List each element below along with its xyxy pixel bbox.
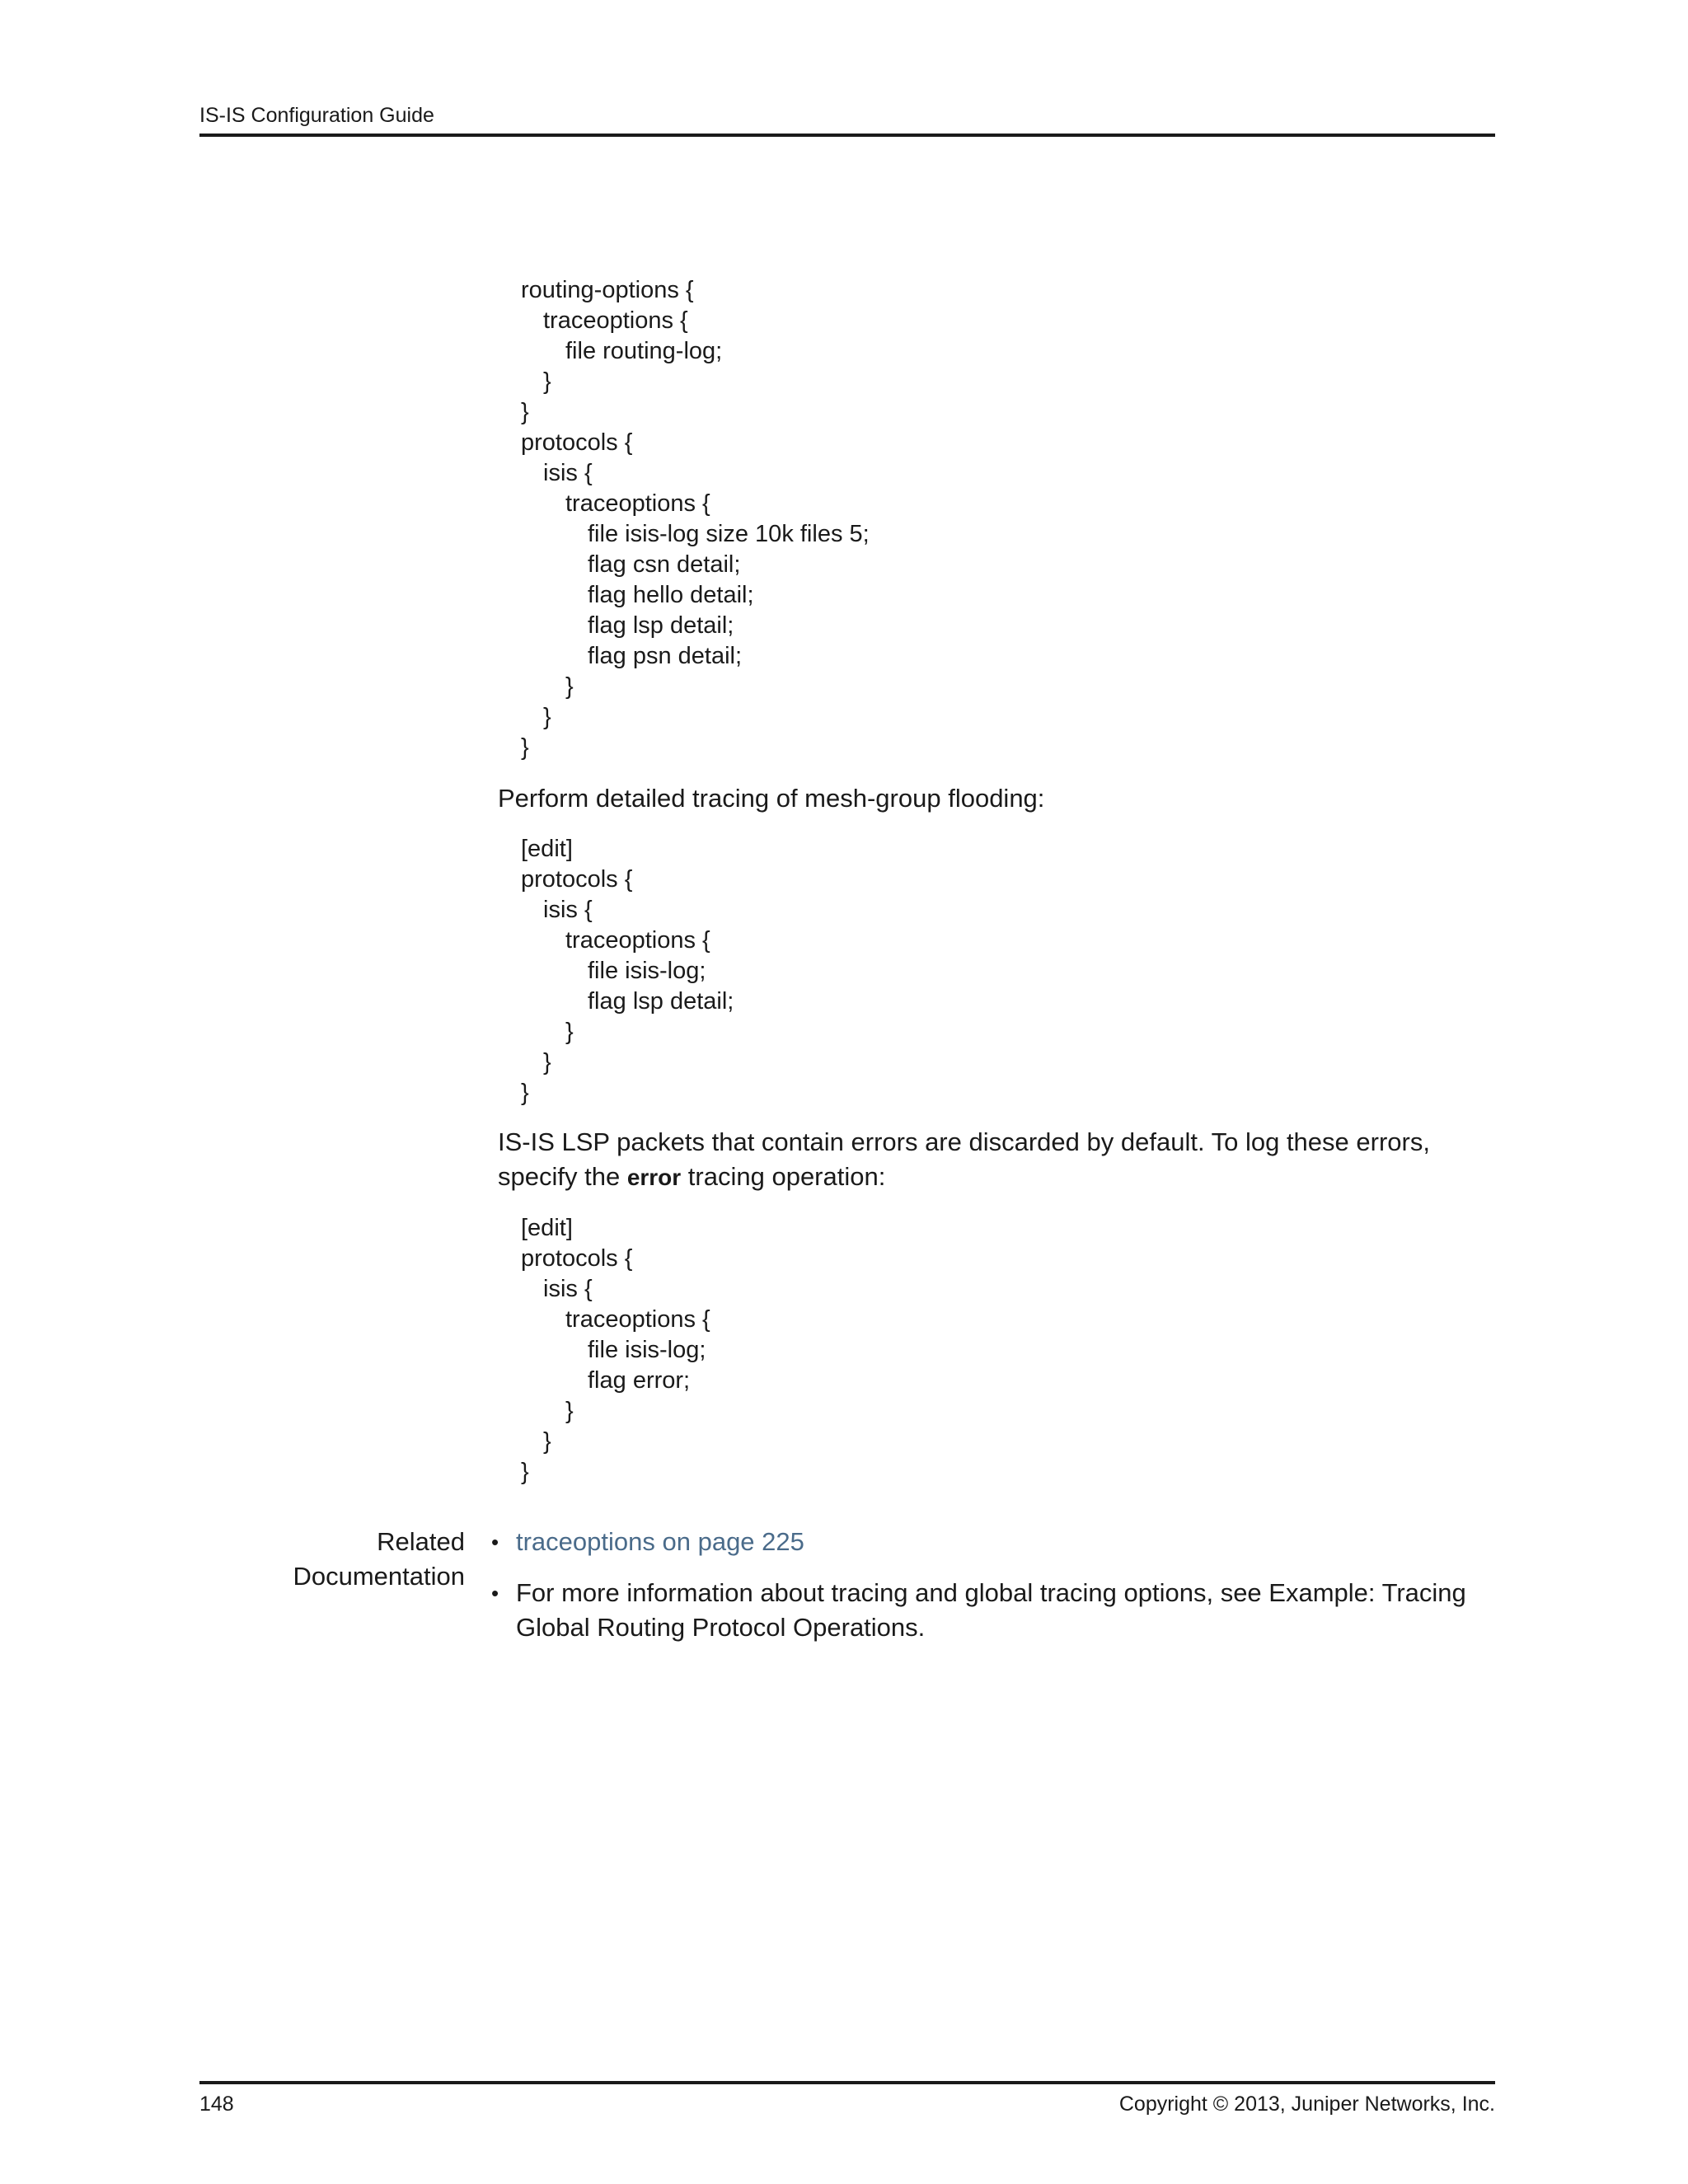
list-item [491, 1576, 1495, 1645]
code-line: flag lsp detail; [588, 988, 734, 1015]
bullet-icon: • [491, 1530, 499, 1554]
code-line: file isis-log; [588, 1337, 706, 1363]
code-line: } [543, 1428, 551, 1455]
code-line: file routing-log; [565, 338, 723, 364]
code-block-mesh-group-tracing [521, 834, 1497, 1108]
code-line: traceoptions { [565, 927, 710, 954]
page-number: 148 [199, 2093, 234, 2116]
code-line: protocols { [521, 429, 633, 456]
paragraph-error-tracing [498, 1125, 1497, 1195]
code-line: isis { [543, 1276, 593, 1302]
code-line: } [543, 1049, 551, 1076]
code-line: routing-options { [521, 277, 694, 303]
guide-title: IS-IS Configuration Guide [199, 104, 434, 127]
paragraph-mesh-group-flooding: Perform detailed tracing of mesh-group flooding: [498, 784, 1045, 813]
bullet-icon: • [491, 1581, 499, 1605]
code-line: file isis-log size 10k files 5; [588, 521, 870, 547]
related-heading-line2: Documentation [293, 1562, 465, 1591]
code-line: traceoptions { [543, 307, 688, 334]
code-line: flag hello detail; [588, 582, 754, 608]
code-line: } [565, 673, 574, 700]
code-line: } [521, 1459, 529, 1485]
paragraph-error-text-after: tracing operation: [681, 1162, 886, 1191]
code-line: isis { [543, 460, 593, 486]
code-block-routing-and-isis-traceoptions [521, 275, 1497, 763]
paragraph-error-text-before: IS-IS LSP packets that contain errors are discarded by default. To log these errors, specify the [498, 1127, 1430, 1191]
code-line: traceoptions { [565, 1306, 710, 1333]
code-line: protocols { [521, 866, 633, 893]
code-line: } [565, 1398, 574, 1424]
tracing-info-text: For more information about tracing and global tracing options, see Example: Tracing Global Routing Protocol Operations. [516, 1578, 1466, 1642]
list-item [491, 1525, 1495, 1559]
footer-rule [199, 2081, 1495, 2084]
code-line: isis { [543, 897, 593, 923]
page-footer [199, 2081, 1495, 2121]
main-content [498, 275, 1497, 1488]
code-line: flag csn detail; [588, 551, 741, 578]
related-heading-line1: Related [377, 1527, 465, 1556]
page-header [199, 99, 1495, 137]
related-documentation-heading [199, 1525, 465, 1594]
code-line: } [543, 368, 551, 395]
code-line: file isis-log; [588, 958, 706, 984]
header-rule [199, 134, 1495, 137]
code-block-error-tracing [521, 1213, 1497, 1488]
code-line: [edit] [521, 836, 573, 862]
code-line: [edit] [521, 1215, 573, 1241]
code-line: flag error; [588, 1367, 691, 1394]
related-documentation-list [491, 1525, 1495, 1661]
copyright-notice: Copyright © 2013, Juniper Networks, Inc. [1118, 2093, 1495, 2116]
code-line: } [521, 399, 529, 425]
code-line: flag lsp detail; [588, 612, 734, 639]
code-line: } [543, 704, 551, 730]
code-line: } [565, 1019, 574, 1045]
code-line: protocols { [521, 1245, 633, 1272]
code-line: } [521, 734, 529, 761]
traceoptions-link[interactable]: traceoptions on page 225 [516, 1527, 804, 1556]
code-line: traceoptions { [565, 490, 710, 517]
code-line: } [521, 1080, 529, 1106]
error-command: error [626, 1165, 682, 1190]
code-line: flag psn detail; [588, 643, 743, 669]
